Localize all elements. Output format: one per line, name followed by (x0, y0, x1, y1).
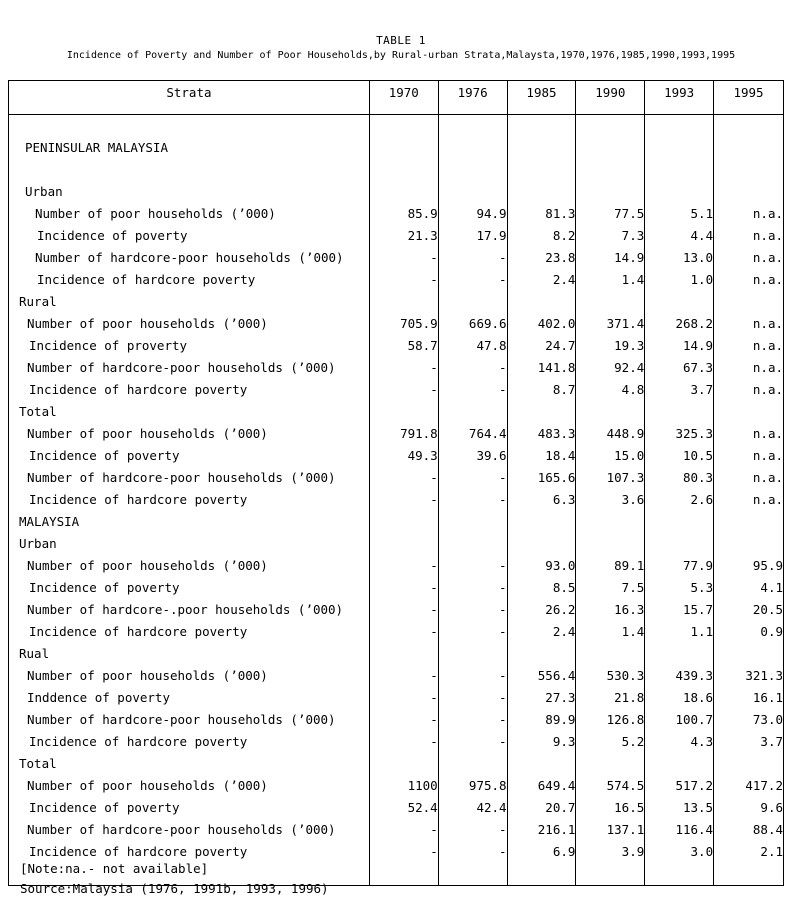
value-cell: - (438, 621, 507, 643)
table-row (9, 379, 784, 401)
value-cell: 14.9 (576, 247, 645, 269)
value-cell (438, 753, 507, 775)
value-cell: n.a. (714, 247, 784, 269)
value-cell: - (369, 489, 438, 511)
value-cell: - (369, 687, 438, 709)
value-cell: 0.9 (714, 621, 784, 643)
row-label: Number of hardcore-poor households (’000) (9, 247, 370, 269)
value-cell: 89.1 (576, 555, 645, 577)
table-row (9, 203, 784, 225)
value-cell: - (369, 599, 438, 621)
value-cell: 116.4 (645, 819, 714, 841)
value-cell: 402.0 (507, 313, 576, 335)
row-label: MALAYSIA (9, 511, 370, 533)
empty-cell (369, 159, 438, 181)
value-cell: - (438, 555, 507, 577)
value-cell: 21.8 (576, 687, 645, 709)
value-cell: 669.6 (438, 313, 507, 335)
value-cell: - (369, 357, 438, 379)
value-cell: 88.4 (714, 819, 784, 841)
value-cell: 705.9 (369, 313, 438, 335)
value-cell (576, 643, 645, 665)
value-cell: 141.8 (507, 357, 576, 379)
empty-cell (438, 863, 507, 886)
table-row (9, 445, 784, 467)
row-label: Incidence of proverty (9, 335, 370, 357)
value-cell: - (369, 709, 438, 731)
row-label: Incidence of poverty (9, 225, 370, 247)
row-label: Incidence of hardcore poverty (9, 379, 370, 401)
value-cell: 26.2 (507, 599, 576, 621)
value-cell (369, 291, 438, 313)
table-row (9, 489, 784, 511)
empty-cell (438, 159, 507, 181)
value-cell (507, 643, 576, 665)
value-cell: 2.6 (645, 489, 714, 511)
value-cell: 9.3 (507, 731, 576, 753)
header-year: 1993 (645, 81, 714, 115)
value-cell: n.a. (714, 379, 784, 401)
row-label: Number of poor households (’000) (9, 203, 370, 225)
value-cell: 126.8 (576, 709, 645, 731)
value-cell: - (438, 357, 507, 379)
value-cell (714, 511, 784, 533)
value-cell (714, 137, 784, 159)
row-label: Rual (9, 643, 370, 665)
value-cell: n.a. (714, 467, 784, 489)
value-cell: 85.9 (369, 203, 438, 225)
value-cell (576, 511, 645, 533)
table-row (9, 797, 784, 819)
table-row (9, 643, 784, 665)
value-cell: 67.3 (645, 357, 714, 379)
value-cell: 107.3 (576, 467, 645, 489)
row-label: Incidence of hardcore poverty (9, 269, 370, 291)
row-label: Incidence of hardcore poverty (9, 489, 370, 511)
value-cell: 1100 (369, 775, 438, 797)
value-cell: 764.4 (438, 423, 507, 445)
value-cell: 165.6 (507, 467, 576, 489)
value-cell: 574.5 (576, 775, 645, 797)
value-cell: 16.5 (576, 797, 645, 819)
empty-cell (714, 863, 784, 886)
value-cell: 7.3 (576, 225, 645, 247)
value-cell (645, 181, 714, 203)
value-cell: 24.7 (507, 335, 576, 357)
value-cell: 216.1 (507, 819, 576, 841)
table-row (9, 533, 784, 555)
value-cell: 80.3 (645, 467, 714, 489)
value-cell: 77.5 (576, 203, 645, 225)
row-label: Number of hardcore-poor households (’000) (9, 709, 370, 731)
value-cell: - (369, 269, 438, 291)
table-row (9, 269, 784, 291)
value-cell: n.a. (714, 335, 784, 357)
value-cell: 6.9 (507, 841, 576, 863)
row-label: Inddence of poverty (9, 687, 370, 709)
value-cell (645, 753, 714, 775)
value-cell: 3.7 (714, 731, 784, 753)
value-cell: 23.8 (507, 247, 576, 269)
value-cell: 7.5 (576, 577, 645, 599)
value-cell (714, 401, 784, 423)
value-cell: 20.5 (714, 599, 784, 621)
value-cell: - (369, 841, 438, 863)
value-cell: 18.6 (645, 687, 714, 709)
value-cell: 14.9 (645, 335, 714, 357)
value-cell: n.a. (714, 203, 784, 225)
row-label: Urban (9, 181, 370, 203)
value-cell: 4.3 (645, 731, 714, 753)
value-cell (576, 181, 645, 203)
row-label: Incidence of poverty (9, 577, 370, 599)
table-row (9, 291, 784, 313)
table-row (9, 181, 784, 203)
value-cell: 483.3 (507, 423, 576, 445)
value-cell: - (438, 709, 507, 731)
table-title: TABLE 1 (376, 34, 426, 47)
empty-cell (576, 159, 645, 181)
value-cell (576, 401, 645, 423)
row-label: Urban (9, 533, 370, 555)
value-cell: 16.3 (576, 599, 645, 621)
value-cell (438, 401, 507, 423)
value-cell: 4.8 (576, 379, 645, 401)
value-cell: 100.7 (645, 709, 714, 731)
value-cell (369, 533, 438, 555)
value-cell: 1.4 (576, 269, 645, 291)
empty-cell (645, 115, 714, 138)
value-cell: - (369, 555, 438, 577)
row-label: Incidence of poverty (9, 797, 370, 819)
value-cell (507, 511, 576, 533)
row-label: Number of poor households (’000) (9, 775, 370, 797)
row-label: Rural (9, 291, 370, 313)
value-cell: 371.4 (576, 313, 645, 335)
value-cell (714, 181, 784, 203)
header-year: 1995 (714, 81, 784, 115)
value-cell: n.a. (714, 445, 784, 467)
value-cell (438, 533, 507, 555)
value-cell: 1.0 (645, 269, 714, 291)
row-label: Number of hardcore-.poor households (’000) (9, 599, 370, 621)
value-cell (438, 181, 507, 203)
value-cell (714, 753, 784, 775)
value-cell (438, 643, 507, 665)
header-year: 1970 (369, 81, 438, 115)
value-cell: 530.3 (576, 665, 645, 687)
table-row (9, 841, 784, 863)
empty-cell (9, 159, 370, 181)
value-cell (369, 643, 438, 665)
value-cell: 15.0 (576, 445, 645, 467)
value-cell: 13.0 (645, 247, 714, 269)
empty-cell (507, 863, 576, 886)
value-cell: 6.3 (507, 489, 576, 511)
value-cell (438, 291, 507, 313)
value-cell: n.a. (714, 225, 784, 247)
table-row (9, 709, 784, 731)
value-cell: 39.6 (438, 445, 507, 467)
value-cell: - (438, 731, 507, 753)
value-cell: 417.2 (714, 775, 784, 797)
value-cell: 93.0 (507, 555, 576, 577)
table-row (9, 775, 784, 797)
value-cell: 81.3 (507, 203, 576, 225)
value-cell (507, 401, 576, 423)
row-label: Incidence of hardcore poverty (9, 731, 370, 753)
value-cell (645, 401, 714, 423)
spacer-row (9, 115, 784, 138)
value-cell: 21.3 (369, 225, 438, 247)
value-cell: 975.8 (438, 775, 507, 797)
value-cell (507, 533, 576, 555)
row-label: Number of poor households (’000) (9, 423, 370, 445)
value-cell: - (369, 731, 438, 753)
value-cell: - (438, 489, 507, 511)
value-cell: - (438, 665, 507, 687)
table-row (9, 247, 784, 269)
value-cell: 27.3 (507, 687, 576, 709)
value-cell: n.a. (714, 357, 784, 379)
value-cell: - (369, 819, 438, 841)
value-cell: 8.2 (507, 225, 576, 247)
table-source: Source:Malaysia (1976, 1991b, 1993, 1996) (20, 881, 329, 896)
value-cell: 137.1 (576, 819, 645, 841)
value-cell: - (369, 379, 438, 401)
header-year: 1976 (438, 81, 507, 115)
table-row (9, 423, 784, 445)
value-cell: 3.9 (576, 841, 645, 863)
value-cell: 1.1 (645, 621, 714, 643)
value-cell: 58.7 (369, 335, 438, 357)
row-label: PENINSULAR MALAYSIA (9, 137, 370, 159)
value-cell (369, 401, 438, 423)
table-body (9, 115, 784, 886)
value-cell: - (438, 247, 507, 269)
value-cell: 16.1 (714, 687, 784, 709)
value-cell: 42.4 (438, 797, 507, 819)
value-cell (576, 753, 645, 775)
table-row (9, 819, 784, 841)
empty-cell (507, 115, 576, 138)
value-cell: n.a. (714, 269, 784, 291)
table-note: [Note:na.- not available] (20, 861, 209, 876)
row-label: Number of hardcore-poor households (’000) (9, 819, 370, 841)
value-cell: 5.1 (645, 203, 714, 225)
poverty-table (8, 80, 784, 886)
row-label: Number of poor households (’000) (9, 313, 370, 335)
value-cell: - (369, 621, 438, 643)
value-cell (645, 511, 714, 533)
value-cell: 73.0 (714, 709, 784, 731)
row-label: Total (9, 401, 370, 423)
value-cell: - (438, 467, 507, 489)
value-cell (576, 291, 645, 313)
header-year: 1985 (507, 81, 576, 115)
value-cell: 791.8 (369, 423, 438, 445)
empty-cell (369, 115, 438, 138)
value-cell: 77.9 (645, 555, 714, 577)
value-cell: 2.4 (507, 269, 576, 291)
value-cell: - (369, 467, 438, 489)
value-cell (438, 137, 507, 159)
row-label: Incidence of hardcore poverty (9, 841, 370, 863)
value-cell: 1.4 (576, 621, 645, 643)
row-label: Number of hardcore-poor households (’000) (9, 467, 370, 489)
value-cell: 3.7 (645, 379, 714, 401)
value-cell (507, 291, 576, 313)
value-cell: 49.3 (369, 445, 438, 467)
value-cell: 52.4 (369, 797, 438, 819)
value-cell (507, 753, 576, 775)
row-label: Total (9, 753, 370, 775)
value-cell: 517.2 (645, 775, 714, 797)
table-header-row (9, 81, 784, 115)
value-cell: 3.6 (576, 489, 645, 511)
empty-cell (507, 159, 576, 181)
value-cell: 268.2 (645, 313, 714, 335)
empty-cell (438, 115, 507, 138)
row-label: Incidence of hardcore poverty (9, 621, 370, 643)
table-row (9, 511, 784, 533)
table-row (9, 225, 784, 247)
value-cell: - (438, 841, 507, 863)
value-cell (438, 511, 507, 533)
value-cell: 649.4 (507, 775, 576, 797)
value-cell: 17.9 (438, 225, 507, 247)
table-row (9, 357, 784, 379)
value-cell: 448.9 (576, 423, 645, 445)
value-cell: 13.5 (645, 797, 714, 819)
table-row (9, 467, 784, 489)
value-cell: 10.5 (645, 445, 714, 467)
value-cell: 20.7 (507, 797, 576, 819)
value-cell: - (438, 819, 507, 841)
header-year: 1990 (576, 81, 645, 115)
value-cell: - (438, 687, 507, 709)
empty-cell (576, 115, 645, 138)
table-row (9, 687, 784, 709)
empty-cell (576, 863, 645, 886)
value-cell: 47.8 (438, 335, 507, 357)
value-cell (369, 181, 438, 203)
value-cell: 95.9 (714, 555, 784, 577)
value-cell: 325.3 (645, 423, 714, 445)
value-cell: 92.4 (576, 357, 645, 379)
value-cell: 19.3 (576, 335, 645, 357)
value-cell: 15.7 (645, 599, 714, 621)
value-cell: - (369, 577, 438, 599)
table-row (9, 599, 784, 621)
value-cell: n.a. (714, 423, 784, 445)
empty-cell (9, 115, 370, 138)
value-cell: 556.4 (507, 665, 576, 687)
value-cell (369, 137, 438, 159)
row-label: Number of poor households (’000) (9, 555, 370, 577)
value-cell: - (438, 269, 507, 291)
table-row (9, 401, 784, 423)
table-row (9, 621, 784, 643)
empty-cell (714, 115, 784, 138)
value-cell (369, 511, 438, 533)
value-cell (576, 137, 645, 159)
table-row (9, 753, 784, 775)
value-cell: 5.2 (576, 731, 645, 753)
value-cell: - (369, 247, 438, 269)
row-label: Incidence of poverty (9, 445, 370, 467)
value-cell: 94.9 (438, 203, 507, 225)
value-cell (576, 533, 645, 555)
value-cell (645, 643, 714, 665)
value-cell (714, 533, 784, 555)
value-cell: 439.3 (645, 665, 714, 687)
value-cell: 8.7 (507, 379, 576, 401)
table-row (9, 335, 784, 357)
value-cell: - (369, 665, 438, 687)
empty-cell (645, 863, 714, 886)
empty-cell (369, 863, 438, 886)
value-cell (645, 137, 714, 159)
header-strata: Strata (9, 81, 370, 115)
value-cell: 2.1 (714, 841, 784, 863)
value-cell (507, 181, 576, 203)
value-cell: - (438, 379, 507, 401)
table-row (9, 555, 784, 577)
value-cell: 4.1 (714, 577, 784, 599)
value-cell: 5.3 (645, 577, 714, 599)
value-cell (369, 753, 438, 775)
table-row (9, 313, 784, 335)
table-subtitle: Incidence of Poverty and Number of Poor Households,by Rural-urban Strata,Malaysta,1970,1976,1985,1990,1993,1995 (66, 50, 736, 61)
value-cell: 89.9 (507, 709, 576, 731)
value-cell: 3.0 (645, 841, 714, 863)
value-cell (645, 533, 714, 555)
value-cell: 4.4 (645, 225, 714, 247)
value-cell (645, 291, 714, 313)
table-row (9, 577, 784, 599)
value-cell (714, 643, 784, 665)
value-cell: n.a. (714, 489, 784, 511)
value-cell: 2.4 (507, 621, 576, 643)
spacer-row (9, 159, 784, 181)
empty-cell (645, 159, 714, 181)
row-label: Number of hardcore-poor households (’000) (9, 357, 370, 379)
table-row (9, 137, 784, 159)
table-row (9, 665, 784, 687)
value-cell: 9.6 (714, 797, 784, 819)
table-row (9, 731, 784, 753)
value-cell (507, 137, 576, 159)
value-cell: 321.3 (714, 665, 784, 687)
value-cell: n.a. (714, 313, 784, 335)
value-cell: 8.5 (507, 577, 576, 599)
row-label: Number of poor households (’000) (9, 665, 370, 687)
empty-cell (714, 159, 784, 181)
value-cell (714, 291, 784, 313)
value-cell: - (438, 577, 507, 599)
value-cell: - (438, 599, 507, 621)
value-cell: 18.4 (507, 445, 576, 467)
